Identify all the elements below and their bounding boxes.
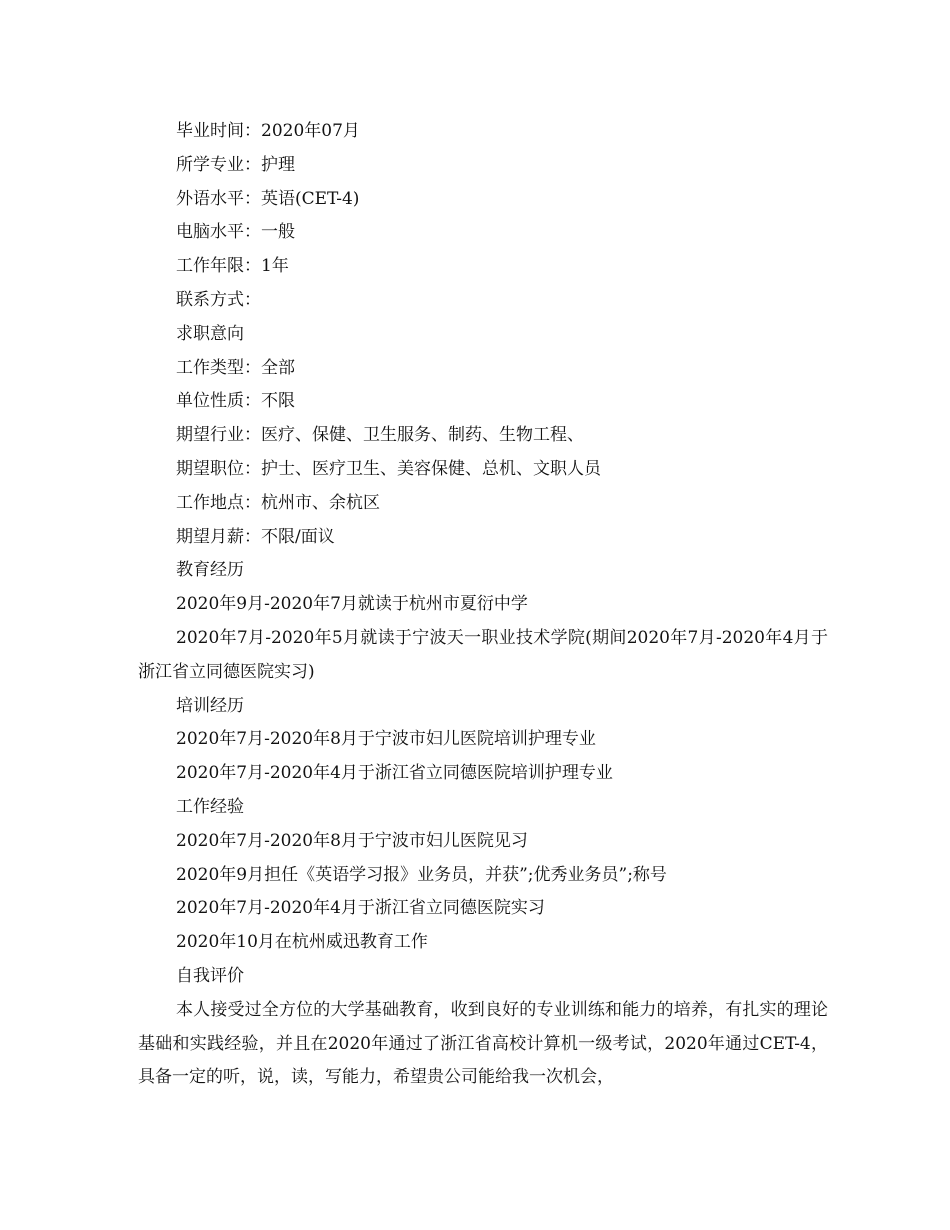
self-evaluation-paragraph: 本人接受过全方位的大学基础教育，收到良好的专业训练和能力的培养，有扎实的理论基础和实践经验，并且在2020年通过了浙江省高校计算机一级考试，2020年通过CET-4，具备一定的听，说，读，写能力，希望贵公司能给我一次机会， — [138, 999, 828, 1088]
job-type: 工作类型：全部 — [176, 357, 295, 378]
expected-industry: 期望行业：医疗、保健、卫生服务、制药、生物工程、 — [176, 425, 584, 446]
work-item-3: 2020年7月-2020年4月于浙江省立同德医院实习 — [176, 898, 545, 919]
section-heading-job-intention: 求职意向 — [176, 323, 244, 344]
section-heading-work-experience: 工作经验 — [176, 796, 244, 817]
training-item-1: 2020年7月-2020年8月于宁波市妇儿医院培训护理专业 — [176, 729, 596, 750]
foreign-language-level: 外语水平：英语(CET-4) — [176, 188, 360, 209]
employer-type: 单位性质：不限 — [176, 391, 295, 412]
work-item-4: 2020年10月在杭州威迅教育工作 — [176, 932, 428, 953]
education-item-2: 2020年7月-2020年5月就读于宁波天一职业技术学院(期间2020年7月-2020年4月于浙江省立同德医院实习) — [138, 627, 828, 682]
section-heading-education: 教育经历 — [176, 560, 244, 581]
section-heading-training: 培训经历 — [176, 695, 244, 716]
major: 所学专业：护理 — [176, 154, 295, 175]
resume-content — [138, 115, 828, 1095]
work-years: 工作年限：1年 — [176, 256, 289, 277]
education-item-1: 2020年9月-2020年7月就读于杭州市夏衍中学 — [176, 594, 528, 615]
expected-salary: 期望月薪：不限/面议 — [176, 526, 335, 547]
work-item-1: 2020年7月-2020年8月于宁波市妇儿医院见习 — [176, 830, 528, 851]
expected-position: 期望职位：护士、医疗卫生、美容保健、总机、文职人员 — [176, 458, 601, 479]
work-location: 工作地点：杭州市、余杭区 — [176, 492, 380, 513]
contact-info: 联系方式： — [176, 289, 261, 310]
graduation-time: 毕业时间：2020年07月 — [176, 121, 360, 141]
computer-level: 电脑水平：一般 — [176, 222, 295, 243]
section-heading-self-evaluation: 自我评价 — [176, 965, 244, 986]
training-item-2: 2020年7月-2020年4月于浙江省立同德医院培训护理专业 — [176, 763, 613, 784]
work-item-2: 2020年9月担任《英语学习报》业务员，并获”;优秀业务员”;称号 — [176, 864, 667, 885]
